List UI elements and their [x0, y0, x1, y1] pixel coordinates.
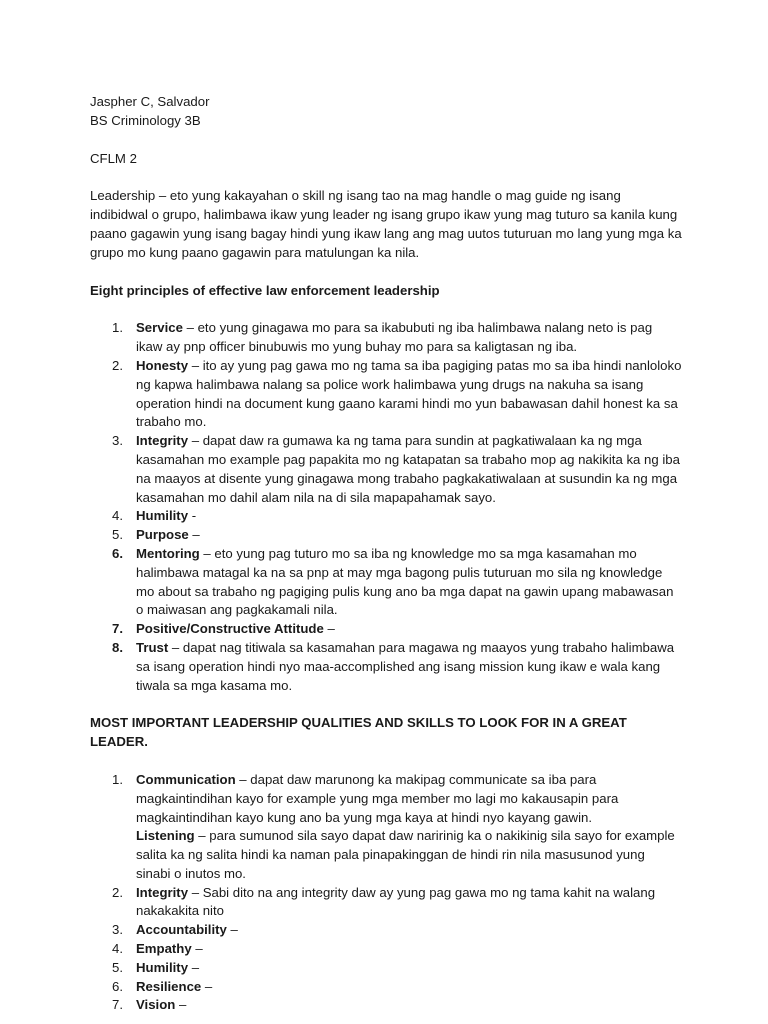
list-term: Mentoring — [136, 545, 200, 561]
list-number: 6. — [112, 545, 123, 561]
spacer — [90, 300, 682, 319]
list-term: Empathy — [136, 941, 192, 957]
list-item — [90, 507, 682, 526]
list-term: Integrity — [136, 884, 189, 900]
list-term: Service — [136, 320, 183, 336]
list-text: – — [201, 978, 213, 994]
list-text: – — [175, 997, 187, 1013]
list-term: Humility — [136, 959, 189, 975]
list-text: – — [323, 621, 335, 637]
list-number: 6. — [112, 978, 123, 994]
list-number: 3. — [112, 922, 123, 938]
list-item — [90, 319, 682, 357]
list-number: 2. — [112, 884, 123, 900]
list-term: Positive/Constructive Attitude — [136, 621, 324, 637]
list-number: 5. — [112, 959, 123, 975]
subject-code: CFLM 2 — [90, 150, 137, 166]
list-number: 8. — [112, 639, 123, 655]
list-item — [90, 978, 682, 997]
list-item — [90, 771, 682, 884]
list-term: Accountability — [136, 922, 227, 938]
section-heading-qualities: MOST IMPORTANT LEADERSHIP QUALITIES AND SKILLS TO LOOK FOR IN A GREAT LEADER. — [90, 715, 627, 750]
list-number: 5. — [112, 527, 123, 543]
list-item — [90, 432, 682, 507]
list-item — [90, 357, 682, 432]
list-term: Integrity — [136, 433, 189, 449]
list-number: 1. — [112, 320, 123, 336]
list-text: – — [188, 527, 200, 543]
list-number: 4. — [112, 941, 123, 957]
list-text: – dapat daw marunong ka makipag communicate sa iba para magkaintindihan kayo for example yung mga member mo lagi mo kakausapin para magkaintindihan kayo kung ano ba yung mga kaya at hindi nyo kayang gawin. — [136, 771, 619, 825]
list-item — [90, 921, 682, 940]
list-text: – — [188, 959, 200, 975]
list-term: Resilience — [136, 978, 202, 994]
list-term: Trust — [136, 639, 169, 655]
intro-paragraph: Leadership – eto yung kakayahan o skill ng isang tao na mag handle o mag guide ng isang indibidwal o grupo, halimbawa ikaw yung leader ng isang grupo ikaw yung mag tuturo sa kanila kung paano gagawin yung isang bagay hindi yung ikaw lang ang mag uutos tuturuan mo lang yung mga ka grupo mo kung paano gagawin para matulungan ka nila. — [90, 188, 682, 260]
list-term: Vision — [136, 997, 176, 1013]
list-text: – dapat daw ra gumawa ka ng tama para sundin at pagkatiwalaan ka ng mga kasamahan mo example pag papakita mo ng katapatan sa trabaho mop ag nakikita ka ng iba na maayos at disente yung ginagawa mong trabaho pagkakatiwalaan at susundin ka ng mga kasamahan mo dahil alam nila na di sila mapapahamak sayo. — [136, 433, 680, 505]
spacer — [90, 168, 682, 187]
list-term: Listening — [136, 828, 195, 844]
list-text: – para sumunod sila sayo dapat daw naririnig ka o nakikinig sila sayo for example salita ka ng salita hindi ka naman pala pinapakinggan de hindi rin nila masusunod yung sinabi o inutos mo. — [136, 828, 675, 881]
author-name: Jaspher C, Salvador — [90, 94, 210, 109]
list-text: – eto yung pag tuturo mo sa iba ng knowledge mo sa mga kasamahan mo halimbawa matagal ka na sa pnp at may mga bagong pulis tuturuan mo sila ng knowledge mo about sa trabaho ng pagiging pulis kung ano ba mga dapat na gawin upang mabawasan o maiwasan ang pagkakamali nila. — [136, 545, 674, 618]
list-number: 1. — [112, 771, 123, 787]
list-text: – dapat nag titiwala sa kasamahan para magawa ng maayos yung trabaho halimbawa sa isang operation hindi nyo maa-accomplished ang isang mission kung ikaw e wala kang tiwala sa mga kasama mo. — [136, 639, 675, 693]
list-text: – eto yung ginagawa mo para sa ikabubuti ng iba halimbawa nalang neto is pag ikaw ay pnp officer binubuwis mo yung buhay mo para sa kaligtasan ng iba. — [136, 320, 653, 355]
list-number: 7. — [112, 621, 123, 637]
list-term: Purpose — [136, 527, 189, 543]
sub-paragraph — [136, 827, 682, 883]
list-item — [90, 940, 682, 959]
list-text: – — [226, 922, 238, 938]
author-course: BS Criminology 3B — [90, 112, 201, 128]
spacer — [90, 695, 682, 714]
list-item — [90, 996, 682, 1015]
list-term: Communication — [136, 771, 236, 787]
principles-list — [90, 319, 682, 695]
list-term: Humility — [136, 508, 189, 524]
spacer — [90, 131, 682, 150]
list-number: 2. — [112, 357, 123, 373]
document-body — [90, 93, 682, 1015]
list-item — [90, 959, 682, 978]
list-item — [90, 545, 682, 620]
list-text: – Sabi dito na ang integrity daw ay yung pag gawa mo ng tama kahit na walang nakakakita nito — [136, 884, 656, 919]
list-item — [90, 620, 682, 639]
list-term: Honesty — [136, 357, 189, 373]
list-number: 7. — [112, 997, 123, 1013]
list-number: 4. — [112, 508, 123, 524]
list-text: – — [191, 941, 203, 957]
list-item — [90, 526, 682, 545]
list-text: - — [188, 508, 197, 524]
qualities-list — [90, 771, 682, 1015]
spacer — [90, 263, 682, 282]
list-item — [90, 639, 682, 695]
list-text: – ito ay yung pag gawa mo ng tama sa iba pagiging patas mo sa iba hindi nanloloko ng kapwa halimbawa nalang sa police work halimbawa yung drugs na nakuha sa isang operation hindi na document kung gaano karami hindi mo yun babawasan dahil honest ka sa trabaho mo. — [136, 357, 682, 430]
list-number: 3. — [112, 433, 123, 449]
section-heading-principles: Eight principles of effective law enforcement leadership — [90, 282, 440, 298]
list-item — [90, 884, 682, 922]
spacer — [90, 752, 682, 771]
